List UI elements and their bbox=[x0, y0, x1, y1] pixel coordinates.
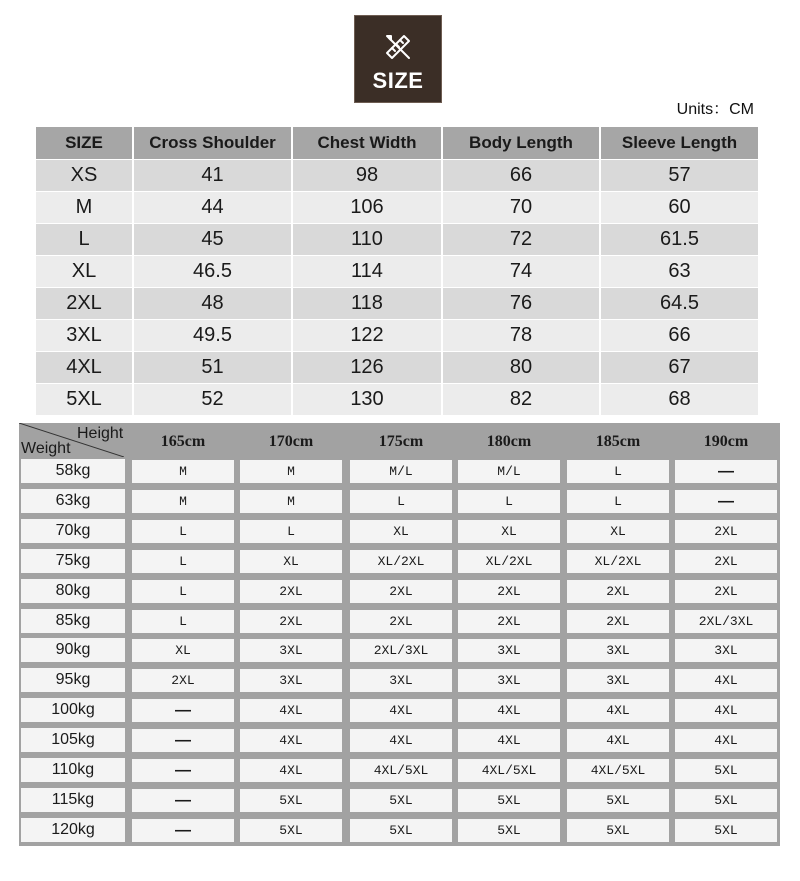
recommended-size-cell: 2XL bbox=[567, 610, 669, 633]
recommended-size-cell: 5XL bbox=[675, 789, 777, 812]
cell-body-length: 82 bbox=[443, 383, 601, 415]
height-axis-label: Height bbox=[77, 425, 124, 442]
recommended-size-cell: XL/2XL bbox=[567, 550, 669, 573]
recommended-size-cell: 3XL bbox=[240, 639, 342, 662]
weight-label: 110kg bbox=[21, 758, 125, 782]
table-row bbox=[19, 815, 780, 845]
cell-cross-shoulder: 41 bbox=[134, 159, 293, 191]
recommended-size-cell: — bbox=[132, 759, 234, 782]
header-size: SIZE bbox=[36, 127, 134, 159]
recommended-size-cell: 2XL/3XL bbox=[675, 610, 777, 633]
recommended-size-cell: 4XL bbox=[458, 699, 560, 722]
height-weight-size-chart bbox=[19, 423, 780, 846]
recommended-size-cell: 4XL/5XL bbox=[567, 759, 669, 782]
cell-cross-shoulder: 48 bbox=[134, 287, 293, 319]
recommended-size-cell: 2XL bbox=[350, 610, 452, 633]
recommended-size-cell: M bbox=[132, 460, 234, 483]
cell-body-length: 78 bbox=[443, 319, 601, 351]
height-header: 175cm bbox=[378, 433, 424, 450]
table-row bbox=[36, 255, 758, 287]
recommended-size-cell: 3XL bbox=[458, 669, 560, 692]
table-row bbox=[19, 546, 780, 576]
recommended-size-cell: 2XL bbox=[132, 669, 234, 692]
recommended-size-cell: M/L bbox=[350, 460, 452, 483]
recommended-size-cell: 5XL bbox=[350, 789, 452, 812]
cell-chest-width: 130 bbox=[293, 383, 443, 415]
height-header: 185cm bbox=[595, 433, 641, 450]
table-row bbox=[19, 456, 780, 486]
cell-sleeve-length: 60 bbox=[601, 191, 758, 223]
recommended-size-cell: 3XL bbox=[350, 669, 452, 692]
table-row bbox=[19, 785, 780, 815]
recommended-size-cell: 3XL bbox=[567, 639, 669, 662]
cell-chest-width: 114 bbox=[293, 255, 443, 287]
cell-cross-shoulder: 52 bbox=[134, 383, 293, 415]
size-table-header-row bbox=[36, 127, 758, 159]
recommended-size-cell: 5XL bbox=[567, 819, 669, 842]
cell-chest-width: 106 bbox=[293, 191, 443, 223]
recommended-size-cell: L bbox=[350, 490, 452, 513]
size-badge bbox=[354, 15, 442, 103]
cell-body-length: 74 bbox=[443, 255, 601, 287]
table-row bbox=[36, 319, 758, 351]
cell-chest-width: 110 bbox=[293, 223, 443, 255]
height-header: 180cm bbox=[486, 433, 532, 450]
recommended-size-cell: — bbox=[132, 789, 234, 812]
cell-cross-shoulder: 45 bbox=[134, 223, 293, 255]
table-row bbox=[19, 755, 780, 785]
cell-size: XS bbox=[36, 159, 134, 191]
weight-label: 120kg bbox=[21, 818, 125, 842]
recommended-size-cell: 2XL bbox=[675, 550, 777, 573]
recommended-size-cell: 5XL bbox=[240, 789, 342, 812]
recommended-size-cell: 4XL bbox=[350, 699, 452, 722]
weight-label: 75kg bbox=[21, 549, 125, 573]
cell-size: 4XL bbox=[36, 351, 134, 383]
recommended-size-cell: M bbox=[240, 460, 342, 483]
recommended-size-cell: 4XL bbox=[350, 729, 452, 752]
weight-label: 58kg bbox=[21, 459, 125, 483]
header-chest-width: Chest Width bbox=[293, 127, 443, 159]
cell-sleeve-length: 68 bbox=[601, 383, 758, 415]
table-row bbox=[19, 576, 780, 606]
cell-cross-shoulder: 44 bbox=[134, 191, 293, 223]
table-row bbox=[36, 351, 758, 383]
weight-label: 85kg bbox=[21, 609, 125, 633]
recommended-size-cell: 5XL bbox=[350, 819, 452, 842]
cell-size: 3XL bbox=[36, 319, 134, 351]
recommended-size-cell: 3XL bbox=[567, 669, 669, 692]
table-row bbox=[36, 191, 758, 223]
recommended-size-cell: — bbox=[132, 819, 234, 842]
cell-sleeve-length: 63 bbox=[601, 255, 758, 287]
recommended-size-cell: L bbox=[458, 490, 560, 513]
recommended-size-cell: 4XL bbox=[240, 759, 342, 782]
cell-size: XL bbox=[36, 255, 134, 287]
table-row bbox=[19, 606, 780, 636]
header-sleeve-length: Sleeve Length bbox=[601, 127, 758, 159]
recommended-size-cell: 4XL bbox=[240, 699, 342, 722]
cell-body-length: 70 bbox=[443, 191, 601, 223]
recommended-size-cell: — bbox=[675, 460, 777, 483]
recommended-size-cell: 4XL/5XL bbox=[350, 759, 452, 782]
recommended-size-cell: — bbox=[132, 699, 234, 722]
recommended-size-cell: 2XL bbox=[458, 610, 560, 633]
cell-size: M bbox=[36, 191, 134, 223]
table-row bbox=[36, 223, 758, 255]
recommended-size-cell: 2XL bbox=[675, 580, 777, 603]
recommended-size-cell: L bbox=[567, 460, 669, 483]
recommended-size-cell: 4XL bbox=[675, 729, 777, 752]
weight-label: 63kg bbox=[21, 489, 125, 513]
cell-chest-width: 98 bbox=[293, 159, 443, 191]
cell-size: 2XL bbox=[36, 287, 134, 319]
recommended-size-cell: L bbox=[132, 580, 234, 603]
recommended-size-cell: 4XL bbox=[675, 699, 777, 722]
recommended-size-cell: XL bbox=[458, 520, 560, 543]
cell-chest-width: 118 bbox=[293, 287, 443, 319]
cell-body-length: 80 bbox=[443, 351, 601, 383]
cell-body-length: 72 bbox=[443, 223, 601, 255]
recommended-size-cell: 2XL bbox=[240, 610, 342, 633]
weight-label: 95kg bbox=[21, 668, 125, 692]
table-row bbox=[19, 665, 780, 695]
recommended-size-cell: L bbox=[132, 550, 234, 573]
recommended-size-cell: 5XL bbox=[675, 759, 777, 782]
recommended-size-cell: XL/2XL bbox=[350, 550, 452, 573]
cell-cross-shoulder: 49.5 bbox=[134, 319, 293, 351]
recommended-size-cell: L bbox=[567, 490, 669, 513]
height-header: 165cm bbox=[160, 433, 206, 450]
recommended-size-cell: — bbox=[132, 729, 234, 752]
header-body-length: Body Length bbox=[443, 127, 601, 159]
recommended-size-cell: 3XL bbox=[675, 639, 777, 662]
cell-sleeve-length: 61.5 bbox=[601, 223, 758, 255]
cell-chest-width: 122 bbox=[293, 319, 443, 351]
badge-label: SIZE bbox=[372, 68, 424, 93]
recommended-size-cell: 4XL bbox=[458, 729, 560, 752]
recommended-size-cell: M/L bbox=[458, 460, 560, 483]
cell-chest-width: 126 bbox=[293, 351, 443, 383]
cell-size: L bbox=[36, 223, 134, 255]
cell-size: 5XL bbox=[36, 383, 134, 415]
recommended-size-cell: 3XL bbox=[240, 669, 342, 692]
recommended-size-cell: 4XL bbox=[675, 669, 777, 692]
cell-cross-shoulder: 46.5 bbox=[134, 255, 293, 287]
height-header: 170cm bbox=[268, 433, 314, 450]
recommended-size-cell: 2XL bbox=[675, 520, 777, 543]
table-row bbox=[19, 635, 780, 665]
recommended-size-cell: M bbox=[132, 490, 234, 513]
recommended-size-cell: 2XL bbox=[567, 580, 669, 603]
pencil-ruler-icon bbox=[383, 32, 413, 62]
recommended-size-cell: 5XL bbox=[240, 819, 342, 842]
table-row bbox=[19, 725, 780, 755]
recommended-size-cell: 2XL bbox=[240, 580, 342, 603]
cell-sleeve-length: 66 bbox=[601, 319, 758, 351]
weight-label: 70kg bbox=[21, 519, 125, 543]
table-row bbox=[36, 159, 758, 191]
weight-label: 90kg bbox=[21, 638, 125, 662]
cell-body-length: 76 bbox=[443, 287, 601, 319]
recommended-size-cell: XL bbox=[350, 520, 452, 543]
cell-sleeve-length: 67 bbox=[601, 351, 758, 383]
recommended-size-cell: 4XL bbox=[240, 729, 342, 752]
recommended-size-cell: 4XL/5XL bbox=[458, 759, 560, 782]
recommended-size-cell: 5XL bbox=[458, 789, 560, 812]
recommended-size-cell: 4XL bbox=[567, 699, 669, 722]
height-weight-corner bbox=[19, 423, 124, 457]
recommended-size-cell: XL bbox=[567, 520, 669, 543]
recommended-size-cell: 5XL bbox=[675, 819, 777, 842]
recommended-size-cell: 2XL/3XL bbox=[350, 639, 452, 662]
recommended-size-cell: — bbox=[675, 490, 777, 513]
recommended-size-cell: L bbox=[240, 520, 342, 543]
cell-cross-shoulder: 51 bbox=[134, 351, 293, 383]
recommended-size-cell: 5XL bbox=[458, 819, 560, 842]
weight-label: 100kg bbox=[21, 698, 125, 722]
weight-axis-label: Weight bbox=[21, 440, 71, 457]
weight-label: 115kg bbox=[21, 788, 125, 812]
cell-body-length: 66 bbox=[443, 159, 601, 191]
table-row bbox=[19, 486, 780, 516]
table-row bbox=[36, 383, 758, 415]
recommended-size-cell: L bbox=[132, 610, 234, 633]
weight-label: 80kg bbox=[21, 579, 125, 603]
header-cross-shoulder: Cross Shoulder bbox=[134, 127, 293, 159]
recommended-size-cell: 5XL bbox=[567, 789, 669, 812]
recommended-size-cell: 3XL bbox=[458, 639, 560, 662]
size-measurement-table bbox=[36, 127, 758, 415]
table-row bbox=[36, 287, 758, 319]
recommended-size-cell: XL bbox=[132, 639, 234, 662]
recommended-size-cell: XL/2XL bbox=[458, 550, 560, 573]
cell-sleeve-length: 57 bbox=[601, 159, 758, 191]
recommended-size-cell: L bbox=[132, 520, 234, 543]
recommended-size-cell: 4XL bbox=[567, 729, 669, 752]
table-row bbox=[19, 695, 780, 725]
units-label: Units：CM bbox=[676, 101, 754, 118]
recommended-size-cell: 2XL bbox=[350, 580, 452, 603]
table-row bbox=[19, 516, 780, 546]
height-header: 190cm bbox=[703, 433, 749, 450]
recommended-size-cell: M bbox=[240, 490, 342, 513]
recommended-size-cell: 2XL bbox=[458, 580, 560, 603]
recommended-size-cell: XL bbox=[240, 550, 342, 573]
weight-label: 105kg bbox=[21, 728, 125, 752]
cell-sleeve-length: 64.5 bbox=[601, 287, 758, 319]
